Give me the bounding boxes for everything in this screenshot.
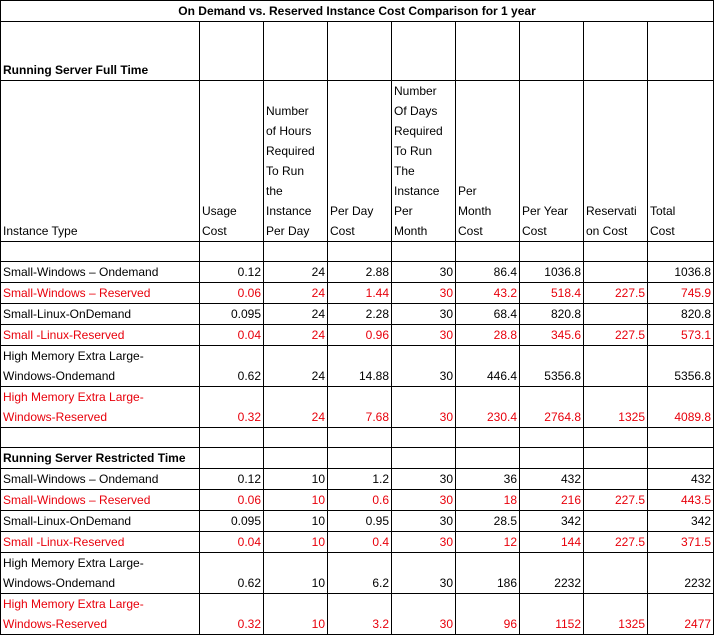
value-cell: 30 bbox=[392, 325, 456, 346]
instance-type-cell: High Memory Extra Large- Windows-Ondemand bbox=[1, 346, 200, 387]
value-cell: 0.06 bbox=[200, 283, 264, 304]
value-cell bbox=[584, 304, 648, 325]
value-cell: 518.4 bbox=[520, 283, 584, 304]
instance-type-cell: Small -Linux-Reserved bbox=[1, 532, 200, 553]
value-cell: 0.04 bbox=[200, 325, 264, 346]
value-cell: 30 bbox=[392, 469, 456, 490]
blank-row bbox=[1, 242, 714, 262]
value-cell: 0.095 bbox=[200, 511, 264, 532]
value-cell: 371.5 bbox=[648, 532, 714, 553]
instance-type-cell: High Memory Extra Large- Windows-Reserved bbox=[1, 387, 200, 428]
value-cell: 24 bbox=[264, 325, 328, 346]
empty-cell bbox=[520, 428, 584, 448]
instance-type-cell: Small-Windows – Reserved bbox=[1, 490, 200, 511]
value-cell: 227.5 bbox=[584, 283, 648, 304]
empty-cell bbox=[648, 428, 714, 448]
empty-cell bbox=[1, 242, 200, 262]
blank-row bbox=[1, 428, 714, 448]
value-cell: 10 bbox=[264, 490, 328, 511]
table-row bbox=[1, 594, 714, 635]
empty-cell bbox=[648, 242, 714, 262]
value-cell: 2.88 bbox=[328, 262, 392, 283]
empty-cell bbox=[584, 428, 648, 448]
value-cell: 1.2 bbox=[328, 469, 392, 490]
value-cell: 0.62 bbox=[200, 553, 264, 594]
value-cell: 573.1 bbox=[648, 325, 714, 346]
column-header: Per Year Cost bbox=[520, 81, 584, 242]
empty-cell bbox=[584, 22, 648, 81]
value-cell: 68.4 bbox=[456, 304, 520, 325]
value-cell: 36 bbox=[456, 469, 520, 490]
section-title: Running Server Restricted Time bbox=[1, 448, 200, 469]
column-header: Per Month Cost bbox=[456, 81, 520, 242]
value-cell: 24 bbox=[264, 283, 328, 304]
value-cell: 10 bbox=[264, 511, 328, 532]
instance-type-cell: High Memory Extra Large- Windows-Ondemand bbox=[1, 553, 200, 594]
value-cell: 28.5 bbox=[456, 511, 520, 532]
value-cell: 30 bbox=[392, 304, 456, 325]
value-cell: 1152 bbox=[520, 594, 584, 635]
column-header: Number of Hours Required To Run the Instance Per Day bbox=[264, 81, 328, 242]
value-cell: 7.68 bbox=[328, 387, 392, 428]
column-header: Per Day Cost bbox=[328, 81, 392, 242]
column-header: Instance Type bbox=[1, 81, 200, 242]
empty-cell bbox=[456, 448, 520, 469]
value-cell: 10 bbox=[264, 553, 328, 594]
empty-cell bbox=[520, 22, 584, 81]
value-cell: 446.4 bbox=[456, 346, 520, 387]
value-cell: 345.6 bbox=[520, 325, 584, 346]
value-cell: 24 bbox=[264, 304, 328, 325]
value-cell: 227.5 bbox=[584, 490, 648, 511]
value-cell: 10 bbox=[264, 469, 328, 490]
empty-cell bbox=[200, 22, 264, 81]
empty-cell bbox=[1, 428, 200, 448]
value-cell: 2232 bbox=[648, 553, 714, 594]
table-title: On Demand vs. Reserved Instance Cost Comparison for 1 year bbox=[1, 1, 714, 22]
value-cell: 30 bbox=[392, 511, 456, 532]
section-row bbox=[1, 22, 714, 81]
value-cell: 43.2 bbox=[456, 283, 520, 304]
value-cell: 5356.8 bbox=[648, 346, 714, 387]
title-row bbox=[1, 1, 714, 22]
value-cell: 0.62 bbox=[200, 346, 264, 387]
empty-cell bbox=[520, 242, 584, 262]
table-row bbox=[1, 469, 714, 490]
value-cell: 432 bbox=[520, 469, 584, 490]
value-cell: 0.32 bbox=[200, 387, 264, 428]
empty-cell bbox=[328, 448, 392, 469]
value-cell: 6.2 bbox=[328, 553, 392, 594]
value-cell bbox=[584, 262, 648, 283]
column-header: Total Cost bbox=[648, 81, 714, 242]
value-cell: 227.5 bbox=[584, 532, 648, 553]
instance-type-cell: Small-Windows – Reserved bbox=[1, 283, 200, 304]
instance-type-cell: Small-Linux-OnDemand bbox=[1, 304, 200, 325]
value-cell: 0.12 bbox=[200, 262, 264, 283]
value-cell: 30 bbox=[392, 262, 456, 283]
value-cell: 0.6 bbox=[328, 490, 392, 511]
column-header: Number Of Days Required To Run The Instance Per Month bbox=[392, 81, 456, 242]
value-cell: 0.095 bbox=[200, 304, 264, 325]
value-cell: 230.4 bbox=[456, 387, 520, 428]
value-cell: 24 bbox=[264, 387, 328, 428]
value-cell: 96 bbox=[456, 594, 520, 635]
empty-cell bbox=[200, 242, 264, 262]
value-cell: 30 bbox=[392, 553, 456, 594]
value-cell: 1036.8 bbox=[648, 262, 714, 283]
value-cell: 12 bbox=[456, 532, 520, 553]
table-row bbox=[1, 532, 714, 553]
table-row bbox=[1, 325, 714, 346]
value-cell: 86.4 bbox=[456, 262, 520, 283]
value-cell: 0.96 bbox=[328, 325, 392, 346]
value-cell: 5356.8 bbox=[520, 346, 584, 387]
table-row bbox=[1, 283, 714, 304]
value-cell: 0.04 bbox=[200, 532, 264, 553]
instance-type-cell: Small-Windows – Ondemand bbox=[1, 469, 200, 490]
value-cell: 4089.8 bbox=[648, 387, 714, 428]
value-cell: 820.8 bbox=[520, 304, 584, 325]
section-title: Running Server Full Time bbox=[1, 22, 200, 81]
table-row bbox=[1, 511, 714, 532]
value-cell: 1036.8 bbox=[520, 262, 584, 283]
empty-cell bbox=[264, 448, 328, 469]
value-cell: 1.44 bbox=[328, 283, 392, 304]
value-cell: 443.5 bbox=[648, 490, 714, 511]
instance-type-cell: High Memory Extra Large- Windows-Reserved bbox=[1, 594, 200, 635]
empty-cell bbox=[648, 448, 714, 469]
empty-cell bbox=[264, 22, 328, 81]
value-cell: 10 bbox=[264, 532, 328, 553]
empty-cell bbox=[392, 22, 456, 81]
empty-cell bbox=[392, 428, 456, 448]
value-cell: 3.2 bbox=[328, 594, 392, 635]
empty-cell bbox=[200, 428, 264, 448]
value-cell: 30 bbox=[392, 283, 456, 304]
value-cell bbox=[584, 511, 648, 532]
value-cell: 227.5 bbox=[584, 325, 648, 346]
instance-type-cell: Small-Linux-OnDemand bbox=[1, 511, 200, 532]
value-cell: 2232 bbox=[520, 553, 584, 594]
value-cell: 30 bbox=[392, 532, 456, 553]
instance-type-cell: Small -Linux-Reserved bbox=[1, 325, 200, 346]
empty-cell bbox=[328, 428, 392, 448]
table-row bbox=[1, 490, 714, 511]
value-cell bbox=[584, 346, 648, 387]
empty-cell bbox=[456, 242, 520, 262]
value-cell: 30 bbox=[392, 387, 456, 428]
value-cell: 820.8 bbox=[648, 304, 714, 325]
table-body bbox=[1, 1, 714, 635]
value-cell: 28.8 bbox=[456, 325, 520, 346]
empty-cell bbox=[584, 242, 648, 262]
empty-cell bbox=[328, 242, 392, 262]
instance-type-cell: Small-Windows – Ondemand bbox=[1, 262, 200, 283]
empty-cell bbox=[392, 242, 456, 262]
empty-cell bbox=[200, 448, 264, 469]
value-cell: 342 bbox=[520, 511, 584, 532]
column-header: Usage Cost bbox=[200, 81, 264, 242]
value-cell: 30 bbox=[392, 346, 456, 387]
value-cell: 216 bbox=[520, 490, 584, 511]
value-cell: 14.88 bbox=[328, 346, 392, 387]
value-cell: 432 bbox=[648, 469, 714, 490]
column-header-row bbox=[1, 81, 714, 242]
value-cell: 24 bbox=[264, 346, 328, 387]
empty-cell bbox=[648, 22, 714, 81]
value-cell: 0.06 bbox=[200, 490, 264, 511]
value-cell: 10 bbox=[264, 594, 328, 635]
value-cell: 2764.8 bbox=[520, 387, 584, 428]
value-cell: 0.4 bbox=[328, 532, 392, 553]
column-header: Reservati on Cost bbox=[584, 81, 648, 242]
empty-cell bbox=[264, 428, 328, 448]
value-cell: 186 bbox=[456, 553, 520, 594]
empty-cell bbox=[392, 448, 456, 469]
value-cell: 30 bbox=[392, 594, 456, 635]
value-cell: 342 bbox=[648, 511, 714, 532]
value-cell: 1325 bbox=[584, 594, 648, 635]
empty-cell bbox=[328, 22, 392, 81]
table-row bbox=[1, 346, 714, 387]
value-cell: 0.32 bbox=[200, 594, 264, 635]
section-row bbox=[1, 448, 714, 469]
table-row bbox=[1, 304, 714, 325]
empty-cell bbox=[456, 428, 520, 448]
value-cell: 1325 bbox=[584, 387, 648, 428]
value-cell: 745.9 bbox=[648, 283, 714, 304]
empty-cell bbox=[520, 448, 584, 469]
table-row bbox=[1, 262, 714, 283]
value-cell: 144 bbox=[520, 532, 584, 553]
empty-cell bbox=[456, 22, 520, 81]
value-cell: 24 bbox=[264, 262, 328, 283]
value-cell: 30 bbox=[392, 490, 456, 511]
empty-cell bbox=[584, 448, 648, 469]
value-cell: 2.28 bbox=[328, 304, 392, 325]
value-cell bbox=[584, 553, 648, 594]
table-row bbox=[1, 387, 714, 428]
value-cell: 0.95 bbox=[328, 511, 392, 532]
empty-cell bbox=[264, 242, 328, 262]
value-cell bbox=[584, 469, 648, 490]
value-cell: 2477 bbox=[648, 594, 714, 635]
value-cell: 18 bbox=[456, 490, 520, 511]
table-row bbox=[1, 553, 714, 594]
value-cell: 0.12 bbox=[200, 469, 264, 490]
